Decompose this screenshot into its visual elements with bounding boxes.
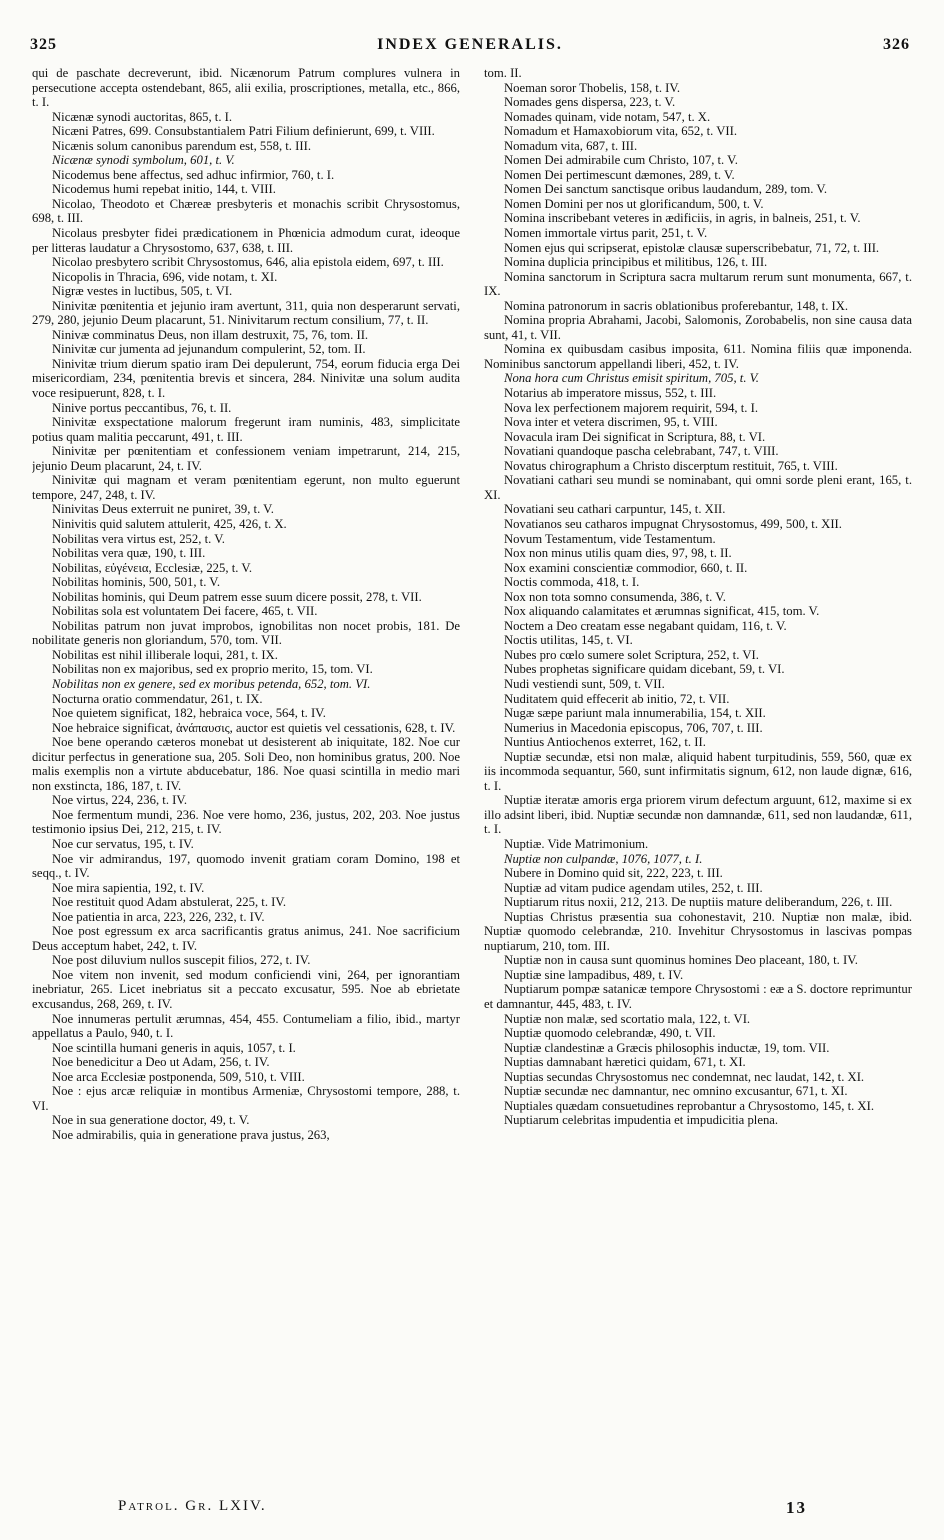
- index-entry: Noe scintilla humani generis in aquis, 1057, t. I.: [52, 1040, 296, 1055]
- page-number-left: 325: [30, 36, 57, 53]
- index-entry: Ninivitæ per pœnitentiam et confessionem veniam impetrarunt, 214, 215, jejunio Deum placarunt, 24, t. IV.: [32, 444, 460, 473]
- index-entry: Nova lex perfectionem majorem requirit, 594, t. I.: [504, 400, 759, 415]
- index-entry: Nudi vestiendi sunt, 509, t. VII.: [504, 676, 665, 691]
- index-entry: Nuptiæ quomodo celebrandæ, 490, t. VII.: [504, 1026, 716, 1041]
- index-entry: Novatianos seu catharos impugnat Chrysostomus, 499, 500, t. XII.: [504, 516, 842, 531]
- index-entry: Numerius in Macedonia episcopus, 706, 707, t. III.: [504, 720, 763, 735]
- index-entry: Nomina inscribebant veteres in ædificiis, in agris, in balneis, 251, t. V.: [504, 211, 861, 226]
- index-entry: Nuptiæ ad vitam pudice agendam utiles, 252, t. III.: [504, 880, 763, 895]
- index-entry: Nomina propria Abrahami, Jacobi, Salomonis, Zorobabelis, non sine causa data sunt, 41, t. VII.: [484, 313, 912, 342]
- index-entry: Notarius ab imperatore missus, 552, t. III.: [504, 386, 717, 401]
- index-entry: Nox examini conscientiæ commodior, 660, t. II.: [504, 560, 748, 575]
- index-entry: qui de paschate decreverunt, ibid. Nicænorum Patrum complures vulnera in persecutione accepta ostendebant, 865, alii exilia, proscriptiones, metalla, etc., 866, t. I.: [32, 66, 460, 110]
- index-entry: Nubere in Domino quid sit, 222, 223, t. III.: [504, 866, 723, 881]
- index-entry: Noe vitem non invenit, sed modum conficiendi vini, 264, per ignorantiam inebriatur, 265. Licet inebriatus sit a peccato excusatur, 595. Noe ab ebrietate excusandus, 268, 269, t. IV.: [32, 967, 460, 1011]
- index-entry: Nobilitas hominis, 500, 501, t. V.: [52, 575, 221, 590]
- running-title: INDEX GENERALIS.: [377, 36, 563, 53]
- index-entry: Nuptiæ secundæ nec damnantur, nec omnino excusantur, 671, t. XI.: [504, 1084, 848, 1099]
- index-entry: Noe bene operando cæteros monebat ut desisterent ab iniquitate, 182. Noe cur dicitur perfectus in generatione sua, 205. Soli Deo, non hominibus gratus, 200. Noe malis exemplis non a virtute abducebatur, 186. Noe quasi scintilla in medio mari non exstincta, 186, 187, t. IV.: [32, 735, 460, 793]
- right-column: [484, 66, 912, 1486]
- index-entry: Nova inter et vetera discrimen, 95, t. VIII.: [504, 415, 718, 430]
- index-entry: Nugæ sæpe pariunt mala innumerabilia, 154, t. XII.: [504, 706, 766, 721]
- index-entry: Noctis commoda, 418, t. I.: [504, 575, 640, 590]
- index-entry: Novum Testamentum, vide Testamentum.: [504, 531, 716, 546]
- index-entry: Ninivitæ exspectatione malorum fregerunt iram numinis, 483, simplicitate potius quam malitia peccarunt, 491, t. III.: [32, 415, 460, 444]
- index-entry: Novatus chirographum a Christo discerptum restituit, 765, t. VIII.: [504, 458, 838, 473]
- index-entry: Novacula iram Dei significat in Scriptura, 88, t. VI.: [504, 429, 766, 444]
- index-entry: Nigræ vestes in luctibus, 505, t. VI.: [52, 284, 233, 299]
- index-entry: Nuptiæ sine lampadibus, 489, t. IV.: [504, 967, 684, 982]
- index-entry: Nomades quinam, vide notam, 547, t. X.: [504, 109, 711, 124]
- index-entry: Nuditatem quid effecerit ab initio, 72, t. VII.: [504, 691, 730, 706]
- signature-number: 13: [786, 1498, 807, 1517]
- index-entry: Nicænæ synodi symbolum, 601, t. V.: [52, 153, 235, 168]
- index-entry: Noe arca Ecclesiæ postponenda, 509, 510, t. VIII.: [52, 1069, 305, 1084]
- index-entry: Noe : ejus arcæ reliquiæ in montibus Armeniæ, Chrysostomi tempore, 288, t. VI.: [32, 1084, 460, 1113]
- index-entry: Noe post egressum ex arca sacrificantis gratus animus, 241. Noe sacrificium Deus acceptum habet, 242, t. IV.: [32, 924, 460, 953]
- index-entry: Nomadum et Hamaxobiorum vita, 652, t. VII.: [504, 124, 738, 139]
- index-entry: Ninivæ comminatus Deus, non illam destruxit, 75, 76, tom. II.: [52, 327, 369, 342]
- index-entry: Nobilitas hominis, qui Deum patrem esse suum dicere possit, 278, t. VII.: [52, 589, 422, 604]
- footer-signature: Patrol. Gr. LXIV.: [118, 1498, 267, 1514]
- index-entry: Nocturna oratio commendatur, 261, t. IX.: [52, 691, 263, 706]
- index-entry: Noe innumeras pertulit ærumnas, 454, 455. Contumeliam a filio, ibid., martyr appellatus a Paulo, 940, t. I.: [32, 1011, 460, 1041]
- index-entry: Nicænæ synodi auctoritas, 865, t. I.: [52, 109, 233, 124]
- index-entry: Noe fermentum mundi, 236. Noe vere homo, 236, justus, 202, 203. Noe justus testimonio ipsius Dei, 212, 215, t. IV.: [32, 807, 460, 837]
- index-entry: Novatiani cathari seu mundi se nominabant, qui omni sorde pleni erant, 165, t. XI.: [484, 473, 912, 502]
- index-entry: Ninivitæ pœnitentia et jejunio iram avertunt, 311, quia non desperarunt servati, 279, 280, jejunio Deum placarunt, 51. Ninivitarum rectum consilium, 77, t. II.: [32, 298, 460, 328]
- index-entry: Nobilitas vera quæ, 190, t. III.: [52, 546, 206, 561]
- index-entry: Noe restituit quod Adam abstulerat, 225, t. IV.: [52, 895, 287, 910]
- index-entry: Nubes prophetas significare quidam dicebant, 59, t. VI.: [504, 662, 785, 677]
- index-entry: Nomen Dei sanctum sanctisque oribus laudandum, 289, tom. V.: [504, 182, 828, 197]
- index-entry: Nobilitas, εὐγένεια, Ecclesiæ, 225, t. V.: [52, 560, 253, 575]
- index-entry: Noeman soror Thobelis, 158, t. IV.: [504, 80, 681, 95]
- index-entry: Nubes pro cœlo sumere solet Scriptura, 252, t. VI.: [504, 647, 759, 662]
- index-entry: Noe admirabilis, quia in generatione prava justus, 263,: [52, 1127, 330, 1142]
- index-entry: Nicolao presbytero scribit Chrysostomus, 646, alia epistola eidem, 697, t. III.: [52, 255, 444, 270]
- index-entry: Nobilitas non ex majoribus, sed ex proprio merito, 15, tom. VI.: [52, 662, 373, 677]
- index-entry: Nobilitas vera virtus est, 252, t. V.: [52, 531, 225, 546]
- index-entry: Nomades gens dispersa, 223, t. V.: [504, 95, 676, 110]
- index-entry: Noctem a Deo creatam esse negabant quidam, 116, t. V.: [504, 618, 787, 633]
- index-entry: Nuptiæ iteratæ amoris erga priorem virum defectum arguunt, 612, maxime si ex illo adsint liberi, ibid. Nuptiæ secundæ non damnandæ, 611, sed non laudandæ, 611, t. I.: [484, 793, 912, 837]
- index-entry: Ninivitas Deus exterruit ne puniret, 39, t. V.: [52, 502, 274, 517]
- index-entry: Nomadum vita, 687, t. III.: [504, 138, 638, 153]
- index-entry: Nicolaus presbyter fidei prædicationem in Phœnicia admodum curat, ideoque per litteras laudatur a Chrysostomo, 637, 638, t. III.: [32, 226, 460, 255]
- index-entry: Nomen ejus qui scripserat, epistolæ clausæ superscribebatur, 71, 72, t. III.: [504, 240, 880, 255]
- index-entry: Nomina duplicia principibus et militibus, 126, t. III.: [504, 255, 768, 270]
- index-entry: Noe hebraice significat, ἀνάπαυσις, auctor est quietis vel cessationis, 628, t. IV.: [52, 720, 456, 735]
- index-entry: Noe virtus, 224, 236, t. IV.: [52, 793, 188, 808]
- index-entry: Noe in sua generatione doctor, 49, t. V.: [52, 1113, 250, 1128]
- index-entry: Nuptiarum celebritas impudentia et impudicitia plena.: [504, 1113, 779, 1128]
- page-number-right: 326: [883, 36, 910, 53]
- index-entry: Ninivitæ trium dierum spatio iram Dei depulerunt, 754, eorum fiducia erga Dei misericordiam, 234, pœnitentia brevis et sincera, 284. Ninivitæ una solum audita voce resipuerunt, 828, t. I.: [32, 356, 460, 401]
- index-entry: Nox non tota somno consumenda, 386, t. V.: [504, 589, 726, 604]
- index-entry: Noe mira sapientia, 192, t. IV.: [52, 880, 205, 895]
- index-entry: Nicæni Patres, 699. Consubstantialem Patri Filium definierunt, 699, t. VIII.: [52, 124, 435, 139]
- index-entry: Nicolao, Theodoto et Chæreæ presbyteris et monachis scribit Chrysostomus, 698, t. III.: [32, 196, 460, 226]
- index-entry: Noe patientia in arca, 223, 226, 232, t. IV.: [52, 909, 265, 924]
- index-entry: Ninivitis quid salutem attulerit, 425, 426, t. X.: [52, 516, 287, 531]
- index-entry: Nuptiæ secundæ, etsi non malæ, aliquid habent turpitudinis, 559, 560, quæ ex iis incommoda sequantur, 560, sunt infirmitatis signum, 612, non laude dignæ, 616, t. I.: [484, 749, 912, 793]
- index-entry: Noe cur servatus, 195, t. IV.: [52, 836, 194, 851]
- index-entry: Nuptiarum ritus noxii, 212, 213. De nuptiis mature deliberandum, 226, t. III.: [504, 895, 893, 910]
- index-entry: tom. II.: [484, 66, 522, 80]
- index-entry: Nobilitas sola est voluntatem Dei facere, 465, t. VII.: [52, 604, 318, 619]
- index-entry: Ninivitæ qui magnam et veram pœnitentiam egerunt, non multo eguerunt tempore, 247, 248, t. IV.: [32, 473, 460, 502]
- index-entry: Nuptiæ non malæ, sed scortatio mala, 122, t. VI.: [504, 1011, 751, 1026]
- index-entry: Noe post diluvium nullos suscepit filios, 272, t. IV.: [52, 953, 311, 968]
- index-entry: Nicænis solum canonibus parendum est, 558, t. III.: [52, 138, 311, 153]
- index-entry: Nobilitas non ex genere, sed ex moribus petenda, 652, tom. VI.: [52, 676, 371, 691]
- index-entry: Nuptiæ non in causa sunt quominus homines Deo placeant, 180, t. IV.: [504, 953, 858, 968]
- index-entry: Nuntius Antiochenos exterret, 162, t. II.: [504, 735, 706, 750]
- index-entry: Nona hora cum Christus emisit spiritum, 705, t. V.: [504, 371, 759, 386]
- index-entry: Nuptias secundas Chrysostomus nec condemnat, nec laudat, 142, t. XI.: [504, 1069, 865, 1084]
- index-entry: Novatiani quandoque pascha celebrabant, 747, t. VIII.: [504, 444, 779, 459]
- index-entry: Nuptias Christus præsentia sua cohonestavit, 210. Nuptiæ non malæ, ibid. Nuptiæ quomodo celebrandæ, 210. Invehitur Chrysostomus in lascivas pompas nuptiarum, 210, tom. III.: [484, 909, 912, 953]
- index-entry: Nomen Dei pertimescunt dæmones, 289, t. V.: [504, 167, 735, 182]
- index-entry: Nomen Domini per nos ut glorificandum, 500, t. V.: [504, 196, 764, 211]
- index-entry: Nobilitas est nihil illiberale loqui, 281, t. IX.: [52, 647, 278, 662]
- index-entry: Noe quietem significat, 182, hebraica voce, 564, t. IV.: [52, 706, 326, 721]
- index-entry: Nomen Dei admirabile cum Christo, 107, t. V.: [504, 153, 738, 168]
- index-entry: Noe benedicitur a Deo ut Adam, 256, t. IV.: [52, 1055, 270, 1070]
- index-entry: Nuptiales quædam consuetudines reprobantur a Chrysostomo, 145, t. XI.: [504, 1098, 874, 1113]
- index-entry: Nomina sanctorum in Scriptura sacra multarum rerum sunt monumenta, 667, t. IX.: [484, 269, 912, 299]
- index-entry: Nomen immortale virtus parit, 251, t. V.: [504, 226, 708, 241]
- index-entry: Noctis utilitas, 145, t. VI.: [504, 633, 633, 648]
- page-header: [30, 36, 910, 58]
- index-entry: Ninive portus peccantibus, 76, t. II.: [52, 400, 232, 415]
- index-entry: Nicodemus bene affectus, sed adhuc infirmior, 760, t. I.: [52, 167, 335, 182]
- index-entry: Nicopolis in Thracia, 696, vide notam, t. XI.: [52, 269, 278, 284]
- index-entry: Ninivitæ cur jumenta ad jejunandum compulerint, 52, tom. II.: [52, 342, 366, 357]
- index-entry: Nox aliquando calamitates et ærumnas significat, 415, tom. V.: [504, 604, 820, 619]
- index-entry: Nicodemus humi repebat initio, 144, t. VIII.: [52, 182, 276, 197]
- index-entry: Nuptiarum pompæ satanicæ tempore Chrysostomi : eæ a S. doctore reprimuntur et damnantur, 445, 483, t. IV.: [484, 982, 912, 1011]
- index-entry: Nuptiæ non culpandæ, 1076, 1077, t. I.: [504, 851, 703, 866]
- index-entry: Nobilitas patrum non juvat improbos, ignobilitas non nocet probis, 181. De nobilitate generis non gloriandum, 570, tom. VII.: [32, 618, 460, 648]
- index-entry: Nuptiæ clandestinæ a Græcis philosophis inductæ, 19, tom. VII.: [504, 1040, 830, 1055]
- index-entry: Nomina ex quibusdam casibus imposita, 611. Nomina filiis quæ imponenda. Nominibus sanctorum appellandi liberi, 452, t. IV.: [484, 342, 912, 371]
- index-entry: Nuptiæ. Vide Matrimonium.: [504, 836, 649, 851]
- index-entry: Nox non minus utilis quam dies, 97, 98, t. II.: [504, 546, 732, 561]
- index-entry: Novatiani seu cathari carpuntur, 145, t. XII.: [504, 502, 726, 517]
- left-column: [32, 66, 460, 1486]
- index-entry: Noe vir admirandus, 197, quomodo invenit gratiam coram Domino, 198 et seqq., t. IV.: [32, 851, 460, 881]
- index-entry: Nomina patronorum in sacris oblationibus proferebantur, 148, t. IX.: [504, 298, 849, 313]
- index-entry: Nuptias damnabant hæretici quidam, 671, t. XI.: [504, 1055, 746, 1070]
